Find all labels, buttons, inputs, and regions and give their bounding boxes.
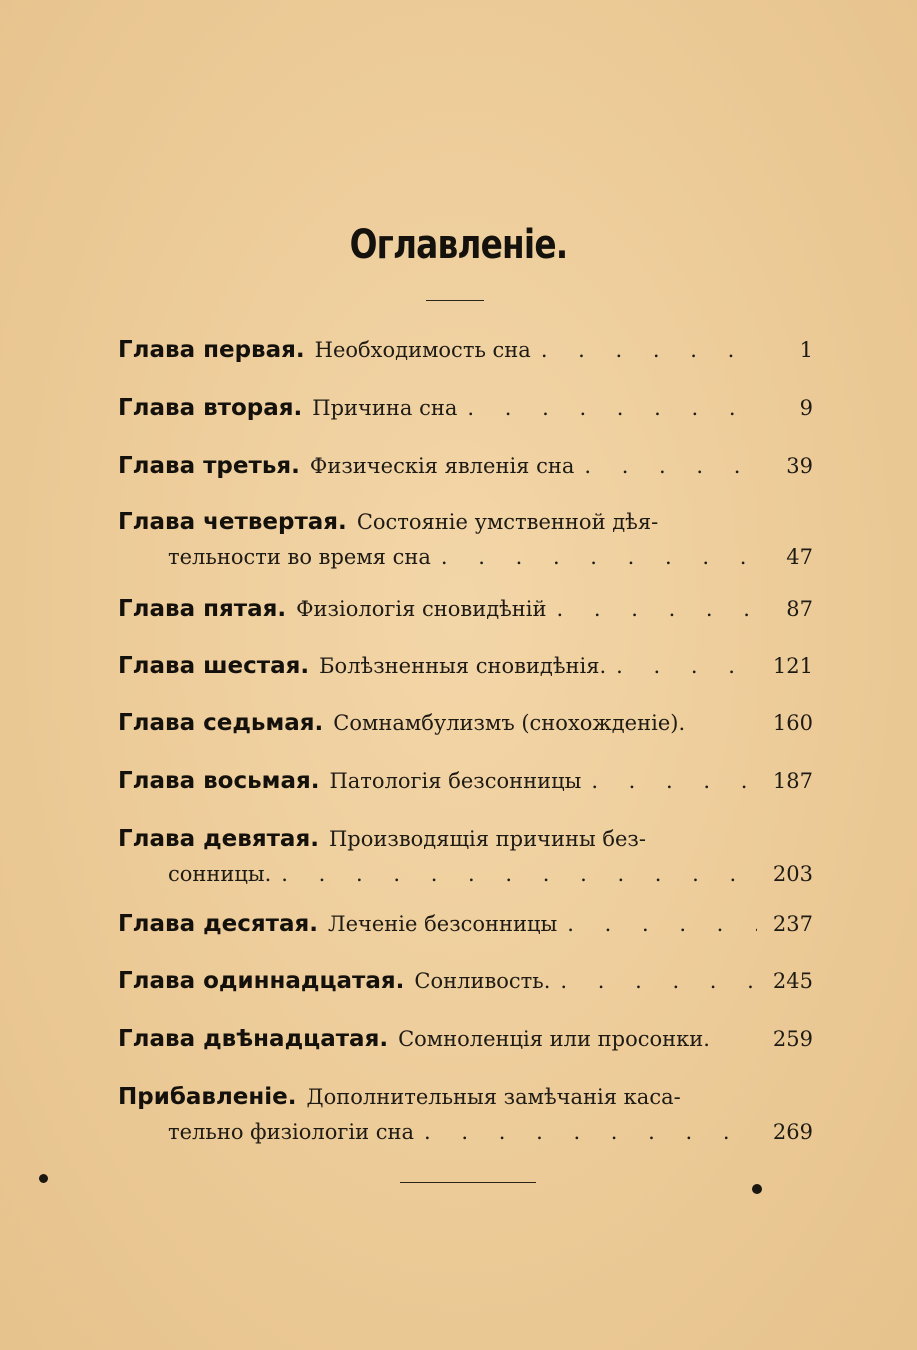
chapter-description-line-2: тельно физіологіи сна — [168, 1120, 415, 1144]
chapter-description: Физическія явленія сна — [309, 454, 575, 478]
chapter-label: Глава двѣнадцатая. — [118, 1026, 389, 1052]
ink-spot-left — [39, 1174, 48, 1183]
dot-leader — [584, 454, 757, 478]
chapter-label: Глава седьмая. — [118, 710, 324, 736]
footer-divider — [400, 1182, 536, 1183]
chapter-description: Физіологія сновидѣній — [296, 597, 547, 621]
toc-entry-12[interactable] — [118, 1026, 813, 1062]
page-number: 87 — [786, 597, 813, 621]
chapter-label: Глава вторая. — [118, 395, 303, 421]
page-number: 9 — [799, 396, 813, 420]
chapter-label: Глава четвертая. — [118, 509, 347, 535]
chapter-description-line-2: тельности во время сна — [168, 545, 431, 569]
chapter-label: Глава пятая. — [118, 596, 287, 622]
chapter-description: Болѣзненныя сновидѣнія. — [319, 654, 607, 678]
toc-entry-1[interactable] — [118, 337, 813, 373]
chapter-description: Сомнамбулизмъ (снохожденіе). — [333, 711, 686, 735]
chapter-description-line-1: Дополнительныя замѣчанія каса- — [306, 1085, 681, 1109]
chapter-description: Сомноленція или просонки. — [398, 1027, 710, 1051]
dot-leader — [441, 545, 757, 569]
page-number: 160 — [772, 711, 813, 735]
chapter-description: Леченіе безсонницы — [328, 912, 558, 936]
dot-leader — [424, 1120, 757, 1144]
toc-entry-4[interactable] — [118, 509, 813, 581]
dot-leader — [616, 654, 757, 678]
page-number: 269 — [772, 1120, 813, 1144]
toc-entry-6[interactable] — [118, 653, 813, 689]
page-number: 245 — [772, 969, 813, 993]
dot-leader — [281, 862, 757, 886]
toc-entry-10[interactable] — [118, 911, 813, 947]
title-divider — [426, 300, 484, 301]
page-number: 39 — [786, 454, 813, 478]
chapter-label: Глава третья. — [118, 453, 300, 479]
page-number: 121 — [772, 654, 813, 678]
chapter-label: Глава девятая. — [118, 826, 319, 852]
chapter-label: Глава десятая. — [118, 911, 319, 937]
toc-entry-8[interactable] — [118, 768, 813, 804]
chapter-description-line-1: Производящія причины без- — [328, 827, 646, 851]
page-number: 47 — [786, 545, 813, 569]
dot-leader — [467, 396, 757, 420]
page-number: 203 — [772, 862, 813, 886]
chapter-description: Необходимость сна — [314, 338, 531, 362]
chapter-description-line-1: Состояніе умственной дѣя- — [356, 510, 659, 534]
page-number: 259 — [772, 1027, 813, 1051]
dot-leader — [557, 597, 757, 621]
dot-leader — [560, 969, 757, 993]
toc-entry-9[interactable] — [118, 826, 813, 898]
page-number: 187 — [772, 769, 813, 793]
chapter-label: Прибавленіе. — [118, 1084, 297, 1110]
ink-spot-right — [752, 1184, 762, 1194]
page-number: 237 — [772, 912, 813, 936]
dot-leader — [541, 338, 757, 362]
toc-entry-2[interactable] — [118, 395, 813, 431]
chapter-description: Патологія безсонницы — [329, 769, 582, 793]
toc-entry-3[interactable] — [118, 453, 813, 489]
chapter-label: Глава одиннадцатая. — [118, 968, 405, 994]
toc-entry-11[interactable] — [118, 968, 813, 1004]
toc-entry-appendix[interactable] — [118, 1084, 813, 1156]
dot-leader — [567, 912, 757, 936]
chapter-description: Сонливость. — [414, 969, 551, 993]
toc-entry-5[interactable] — [118, 596, 813, 632]
page-number: 1 — [799, 338, 813, 362]
toc-entry-7[interactable] — [118, 710, 813, 746]
chapter-description-line-2: сонницы. — [168, 862, 272, 886]
page-title: Оглавленіе. — [349, 222, 568, 268]
chapter-label: Глава первая. — [118, 337, 305, 363]
chapter-label: Глава шестая. — [118, 653, 310, 679]
chapter-description: Причина сна — [312, 396, 458, 420]
chapter-label: Глава восьмая. — [118, 768, 320, 794]
dot-leader — [591, 769, 757, 793]
